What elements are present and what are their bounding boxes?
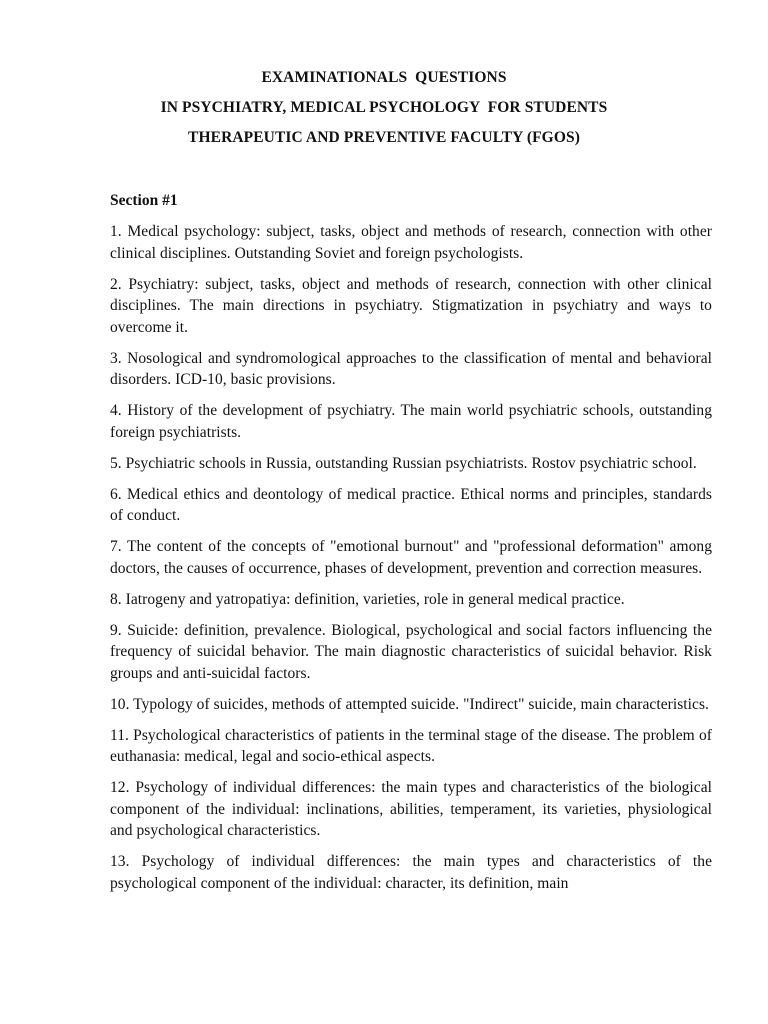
- question-item: 1. Medical psychology: subject, tasks, object and methods of research, connection with other clinical disciplines. Outstanding Soviet and foreign psychologists.: [110, 223, 712, 262]
- question-item: 7. The content of the concepts of "emotional burnout" and "professional deformation" among doctors, the causes of occurrence, phases of development, prevention and correction measures.: [110, 538, 712, 577]
- question-item: 11. Psychological characteristics of patients in the terminal stage of the disease. The problem of euthanasia: medical, legal and socio-ethical aspects.: [110, 726, 712, 765]
- document-body: [110, 190, 712, 904]
- question-item: 6. Medical ethics and deontology of medical practice. Ethical norms and principles, standards of conduct.: [110, 485, 712, 524]
- header-title-line-3: THERAPEUTIC AND PREVENTIVE FACULTY (FGOS): [188, 129, 580, 146]
- header-title-line-2: IN PSYCHIATRY, MEDICAL PSYCHOLOGY FOR STUDENTS: [160, 99, 608, 116]
- question-item: 3. Nosological and syndromological approaches to the classification of mental and behavioral disorders. ICD-10, basic provisions.: [110, 349, 712, 388]
- question-item: 9. Suicide: definition, prevalence. Biological, psychological and social factors influencing the frequency of suicidal behavior. The main diagnostic characteristics of suicidal behavior. Risk groups and anti-suicidal factors.: [110, 621, 712, 682]
- question-item: 5. Psychiatric schools in Russia, outstanding Russian psychiatrists. Rostov psychiatric school.: [110, 454, 697, 472]
- question-item: 8. Iatrogeny and yatropatiya: definition, varieties, role in general medical practice.: [110, 590, 625, 608]
- document-header: [0, 68, 768, 158]
- header-title-line-1: EXAMINATIONALS QUESTIONS: [261, 69, 507, 86]
- question-item: 2. Psychiatry: subject, tasks, object and methods of research, connection with other clinical disciplines. The main directions in psychiatry. Stigmatization in psychiatry and ways to overcome it.: [110, 275, 712, 336]
- question-item: 4. History of the development of psychiatry. The main world psychiatric schools, outstanding foreign psychiatrists.: [110, 402, 712, 441]
- section-heading: Section #1: [110, 192, 178, 209]
- question-item: 13. Psychology of individual differences: the main types and characteristics of the psychological component of the individual: character, its definition, main: [110, 853, 712, 892]
- question-item: 12. Psychology of individual differences: the main types and characteristics of the biological component of the individual: inclinations, abilities, temperament, its varieties, physiological and psychological characteristics.: [110, 779, 712, 839]
- question-item: 10. Typology of suicides, methods of attempted suicide. "Indirect" suicide, main characteristics.: [110, 695, 709, 713]
